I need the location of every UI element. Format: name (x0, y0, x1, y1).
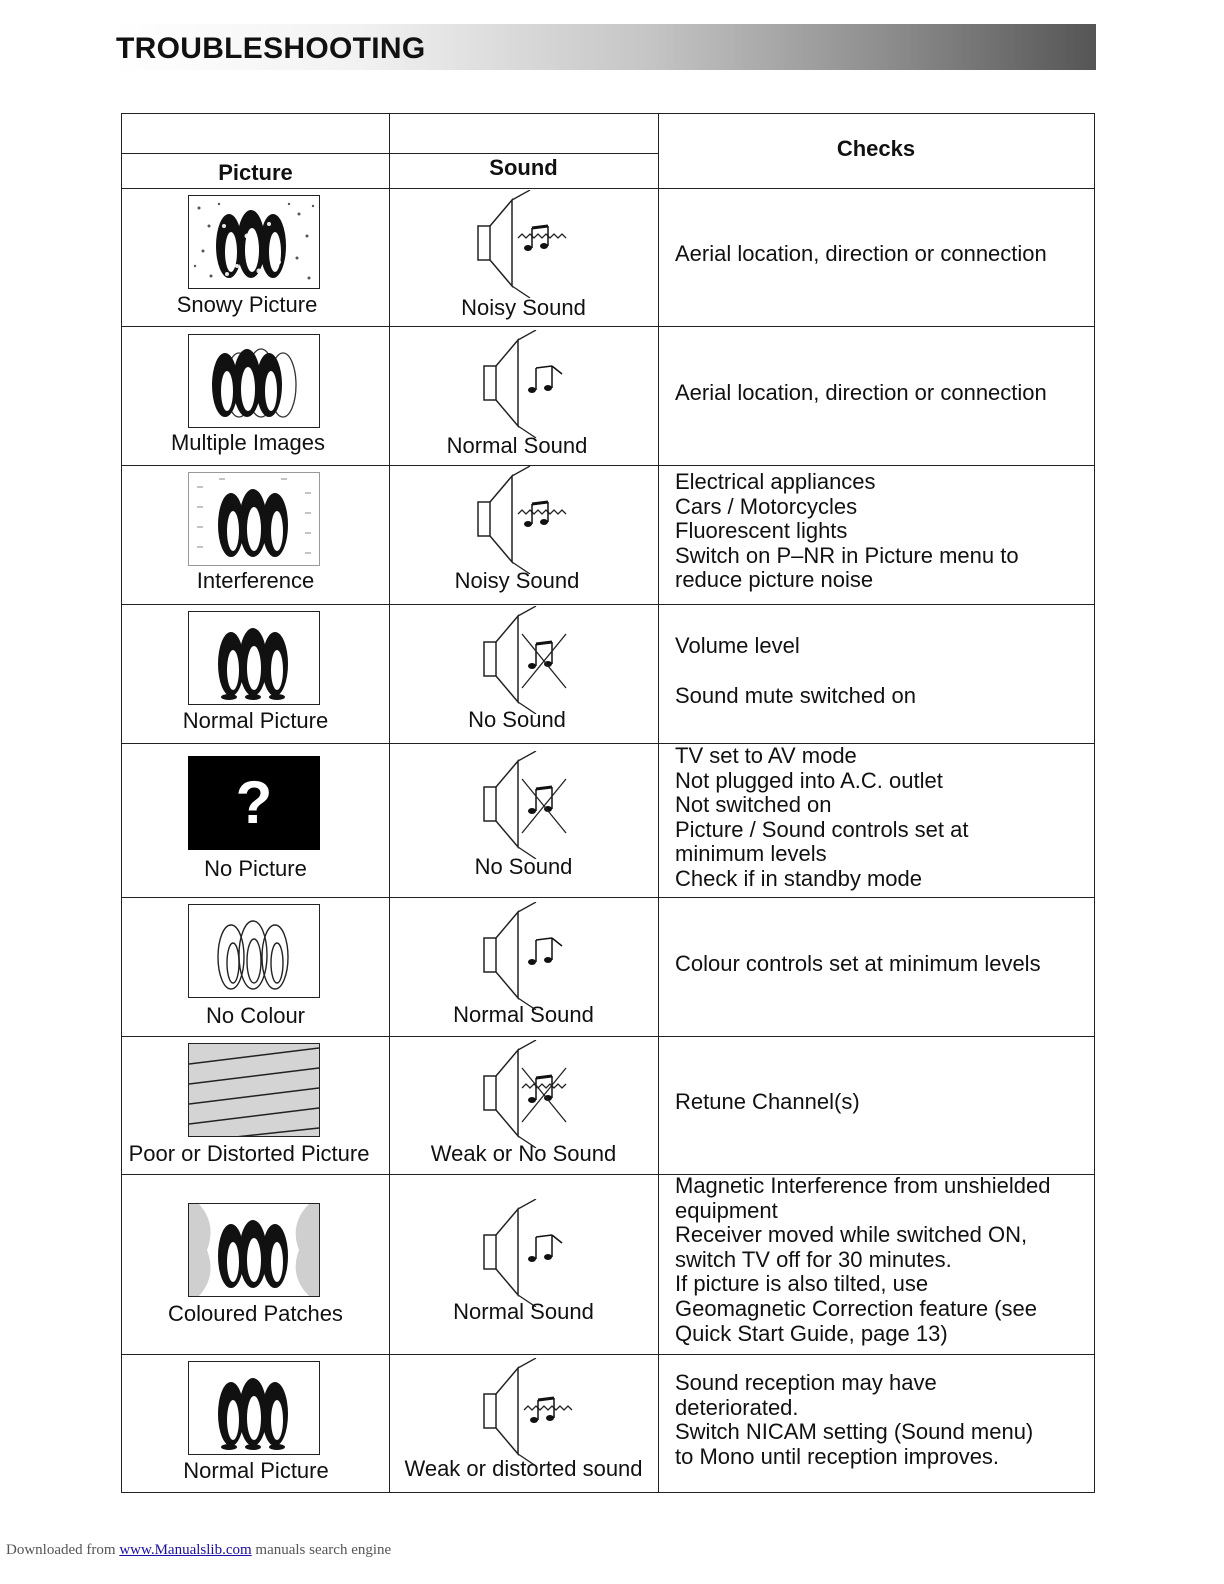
checks-1 (675, 242, 1047, 267)
check-line: If picture is also tilted, use (675, 1271, 929, 1297)
header-subdivider (122, 153, 658, 154)
check-line: Aerial location, direction or connection (675, 380, 1047, 405)
page-title: TROUBLESHOOTING (116, 32, 426, 65)
checks-2 (675, 381, 1047, 406)
picture-label-4: Normal Picture (182, 708, 329, 733)
picture-label-2: Multiple Images (170, 430, 326, 455)
noisy-speaker-icon (474, 1358, 578, 1466)
coloured-patches-penguins-icon (188, 1203, 320, 1297)
outline-penguins-icon (188, 904, 320, 998)
check-line: Volume level (675, 633, 800, 658)
ghost-penguins-icon (188, 334, 320, 428)
check-line: equipment (675, 1197, 778, 1223)
muted-speaker-icon (474, 606, 578, 714)
speaker-music-icon (474, 330, 578, 438)
penguins-icon (188, 611, 320, 705)
muted-speaker-icon (474, 751, 578, 859)
question-mark-screen-icon (188, 756, 320, 850)
checks-9 (675, 1371, 1033, 1469)
check-line: Not switched on (675, 792, 832, 818)
picture-label-3: Interference (196, 568, 315, 593)
check-line: Colour controls set at minimum levels (675, 951, 1041, 976)
sound-label-6: Normal Sound (453, 1002, 594, 1027)
picture-label-5: No Picture (204, 856, 307, 881)
row-divider (122, 1354, 1094, 1355)
row-divider (122, 897, 1094, 898)
sound-label-1: Noisy Sound (461, 295, 586, 320)
sound-label-3: Noisy Sound (454, 568, 580, 593)
check-line: Check if in standby mode (675, 865, 923, 891)
check-line: Switch on P–NR in Picture menu to (675, 542, 1019, 568)
picture-label-7: Poor or Distorted Picture (128, 1141, 370, 1166)
footer-suffix: manuals search engine (255, 1542, 392, 1558)
check-line: Not plugged into A.C. outlet (675, 767, 943, 793)
muted-noisy-speaker-icon (474, 1040, 578, 1148)
checks-7 (675, 1090, 860, 1115)
check-line: Electrical appliances (675, 469, 876, 494)
header-checks: Checks (836, 136, 916, 161)
noisy-speaker-icon (474, 466, 578, 574)
check-line: Magnetic Interference from unshielded (675, 1173, 1051, 1198)
footer (6, 1542, 391, 1559)
header-sound: Sound (489, 155, 558, 180)
row-divider (122, 1036, 1094, 1037)
question-mark-glyph: ? (235, 769, 273, 836)
distorted-lines-icon (188, 1043, 320, 1137)
check-line: to Mono until reception improves. (675, 1443, 1000, 1469)
check-line: Picture / Sound controls set at (675, 816, 969, 842)
title-bar (112, 24, 1096, 70)
checks-5 (675, 744, 969, 892)
check-line: Switch NICAM setting (Sound menu) (675, 1419, 1034, 1445)
picture-label-8: Coloured Patches (168, 1301, 343, 1326)
check-line: Sound mute switched on (675, 682, 916, 708)
interference-penguins-icon (188, 472, 320, 566)
footer-prefix: Downloaded from (6, 1542, 116, 1558)
check-line: minimum levels (675, 841, 827, 867)
checks-4 (675, 634, 916, 708)
speaker-music-icon (474, 902, 578, 1010)
header-divider (122, 188, 1094, 189)
line-gap (675, 659, 916, 684)
picture-label-1: Snowy Picture (176, 292, 318, 317)
check-line: Fluorescent lights (675, 518, 848, 544)
picture-label-6: No Colour (205, 1003, 306, 1028)
row-divider (122, 465, 1094, 466)
sound-label-2: Normal Sound (446, 433, 588, 458)
check-line: TV set to AV mode (675, 743, 857, 768)
noisy-speaker-icon (474, 190, 578, 298)
check-line: deteriorated. (675, 1394, 799, 1420)
check-line: Retune Channel(s) (675, 1089, 860, 1114)
checks-8 (675, 1174, 1050, 1346)
penguins-icon (188, 1361, 320, 1455)
check-line: Receiver moved while switched ON, (675, 1222, 1028, 1248)
manualslib-link[interactable]: www.Manualslib.com (119, 1542, 252, 1558)
header-picture: Picture (218, 160, 293, 185)
sound-label-7: Weak or No Sound (430, 1141, 617, 1166)
row-divider (122, 604, 1094, 605)
sound-label-9: Weak or distorted sound (404, 1456, 643, 1481)
check-line: Geomagnetic Correction feature (see (675, 1295, 1037, 1321)
check-line: reduce picture noise (675, 567, 874, 593)
checks-3 (675, 470, 1019, 593)
troubleshooting-table (121, 113, 1095, 1493)
check-line: Quick Start Guide, page 13) (675, 1320, 948, 1346)
picture-label-9: Normal Picture (183, 1458, 329, 1483)
check-line: Sound reception may have (675, 1370, 937, 1395)
sound-label-8: Normal Sound (453, 1299, 594, 1324)
sound-label-4: No Sound (468, 707, 566, 732)
speaker-music-icon (474, 1199, 578, 1307)
sound-label-5: No Sound (474, 854, 573, 879)
checks-6 (675, 952, 1041, 977)
row-divider (122, 326, 1094, 327)
snowy-penguins-icon (188, 195, 320, 289)
divider-sound-checks (658, 114, 659, 1492)
check-line: Aerial location, direction or connection (675, 241, 1047, 266)
check-line: switch TV off for 30 minutes. (675, 1246, 952, 1272)
check-line: Cars / Motorcycles (675, 493, 858, 519)
